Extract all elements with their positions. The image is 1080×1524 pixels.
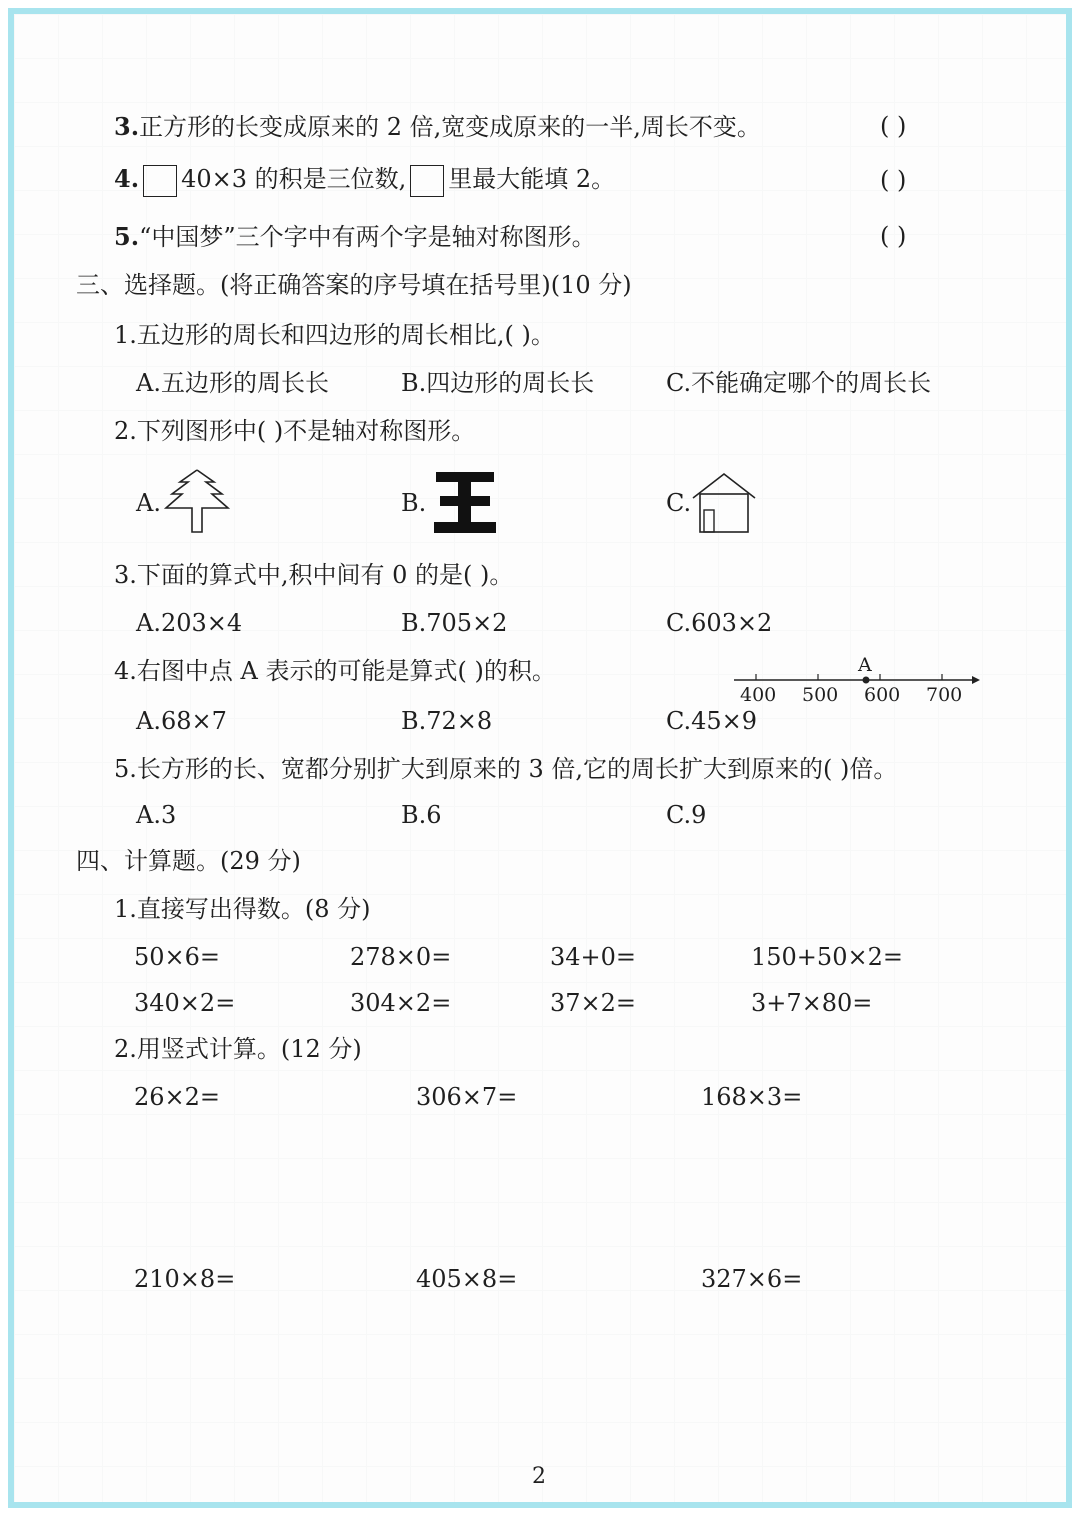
item-number: 4. [114,164,140,193]
calc-q1-stem: 1.直接写出得数。(8 分) [114,895,371,923]
choice-q5-stem: 5.长方形的长、宽都分别扩大到原来的 3 倍,它的周长扩大到原来的( )倍。 [114,755,898,783]
item-text-b: 里最大能填 2。 [448,165,616,193]
choice-q1-option-a: A.五边形的周长长 [136,369,329,397]
choice-q2-option-b: B. [401,489,427,517]
choice-q2-option-a: A. [136,489,161,517]
oral-calc-item: 34+0= [550,943,637,971]
judge-item-5 [114,222,596,252]
oral-calc-item: 278×0= [350,943,452,971]
choice-q1-option-b: B.四边形的周长长 [401,369,595,397]
blank-box[interactable] [143,165,177,197]
choice-q1-option-c: C.不能确定哪个的周长长 [666,369,932,397]
vertical-calc-item: 327×6= [701,1265,803,1293]
item-number: 3. [114,112,140,141]
choice-q4-stem: 4.右图中点 A 表示的可能是算式( )的积。 [114,657,556,685]
choice-q3-option-a: A.203×4 [136,609,243,637]
section-4-title: 四、计算题。(29 分) [76,847,301,875]
oral-calc-item: 304×2= [350,989,452,1017]
choice-q5-option-c: C.9 [666,801,707,829]
point-a-label: A [858,654,872,676]
item-text: “中国梦”三个字中有两个字是轴对称图形。 [139,223,596,251]
choice-q4-option-c: C.45×9 [666,707,758,735]
vertical-calc-item: 26×2= [134,1083,221,1111]
choice-q5-option-a: A.3 [136,801,177,829]
house-figure-icon [690,470,758,534]
choice-q3-option-b: B.705×2 [401,609,508,637]
oral-calc-item: 37×2= [550,989,637,1017]
tick-label: 700 [926,684,963,706]
answer-parentheses[interactable]: ( ) [880,112,907,140]
oral-calc-item: 50×6= [134,943,221,971]
worksheet-page [8,8,1072,1508]
oral-calc-item: 150+50×2= [751,943,903,971]
item-text-a: 40×3 的积是三位数, [181,165,407,193]
oral-calc-item: 340×2= [134,989,236,1017]
oral-calc-item: 3+7×80= [751,989,873,1017]
blank-box[interactable] [410,165,444,197]
page-number: 2 [532,1464,546,1489]
choice-q3-option-c: C.603×2 [666,609,773,637]
answer-parentheses[interactable]: ( ) [880,222,907,250]
judge-item-3 [114,112,761,142]
choice-q3-stem: 3.下面的算式中,积中间有 0 的是( )。 [114,561,514,589]
answer-parentheses[interactable]: ( ) [880,166,907,194]
tick-label: 500 [802,684,839,706]
item-text: 正方形的长变成原来的 2 倍,宽变成原来的一半,周长不变。 [139,113,761,141]
tick-label: 600 [864,684,901,706]
vertical-calc-item: 405×8= [416,1265,518,1293]
judge-item-4 [114,164,615,197]
vertical-calc-item: 306×7= [416,1083,518,1111]
choice-q4-option-b: B.72×8 [401,707,493,735]
point-a-marker [863,677,870,684]
number-line [726,654,986,714]
choice-q5-option-b: B.6 [401,801,442,829]
tick-label: 400 [740,684,777,706]
section-3-title: 三、选择题。(将正确答案的序号填在括号里)(10 分) [76,271,632,299]
choice-q4-option-a: A.68×7 [136,707,227,735]
calc-q2-stem: 2.用竖式计算。(12 分) [114,1035,362,1063]
choice-q1-stem: 1.五边形的周长和四边形的周长相比,( )。 [114,321,555,349]
vertical-calc-item: 168×3= [701,1083,803,1111]
tree-figure-icon [162,466,232,538]
vertical-calc-item: 210×8= [134,1265,236,1293]
item-number: 5. [114,222,140,251]
wang-figure-icon [432,470,498,534]
choice-q2-option-c: C. [666,489,692,517]
choice-q2-stem: 2.下列图形中( )不是轴对称图形。 [114,417,476,445]
